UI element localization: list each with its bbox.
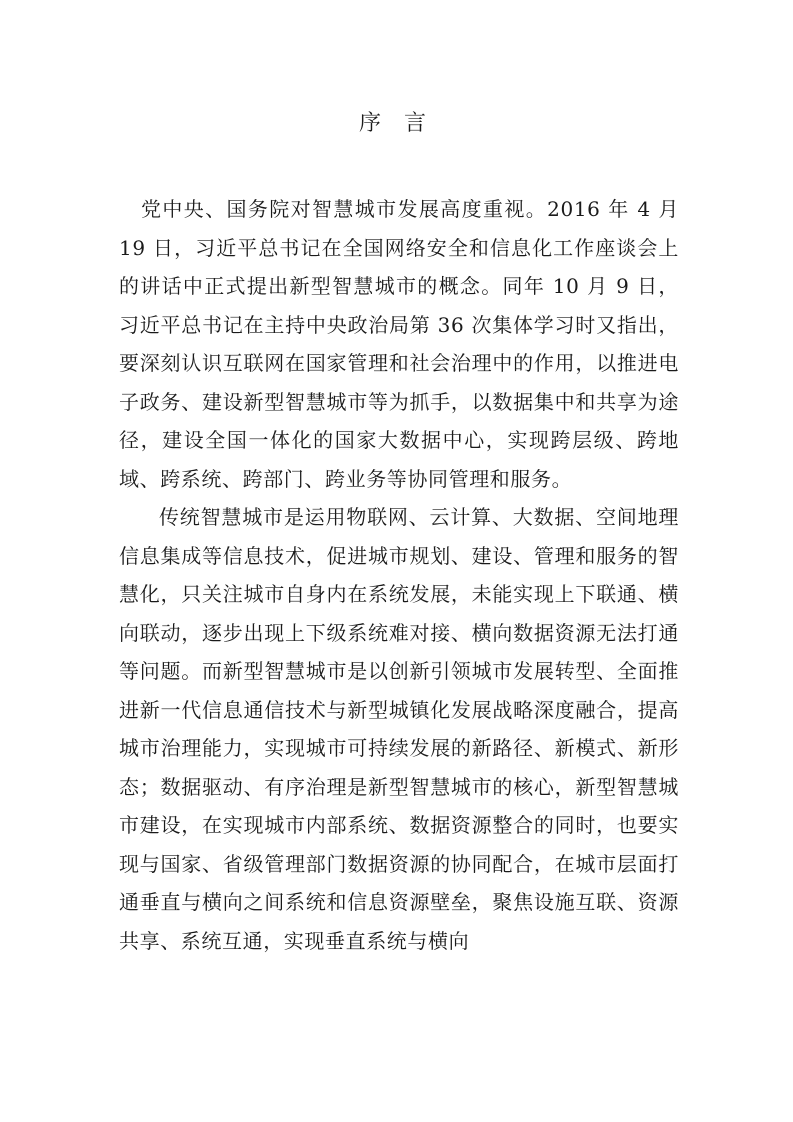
document-body — [119, 190, 679, 960]
page-title: 序 言 — [359, 111, 434, 136]
paragraph-2: 传统智慧城市是运用物联网、云计算、大数据、空间地理信息集成等信息技术，促进城市规划、建设、管理和服务的智慧化，只关注城市自身内在系统发展，未能实现上下联通、横向联动，逐步出现上下级系统难对接、横向数据资源无法打通等问题。而新型智慧城市是以创新引领城市发展转型、全面推进新一代信息通信技术与新型城镇化发展战略深度融合，提高城市治理能力，实现城市可持续发展的新路径、新模式、新形态；数据驱动、有序治理是新型智慧城市的核心，新型智慧城市建设，在实现城市内部系统、数据资源整合的同时，也要实现与国家、省级管理部门数据资源的协同配合，在城市层面打通垂直与横向之间系统和信息资源壁垒，聚焦设施互联、资源共享、系统互通，实现垂直系统与横向 — [119, 505, 679, 953]
paragraph-1: 党中央、国务院对智慧城市发展高度重视。2016 年 4 月 19 日，习近平总书记在全国网络安全和信息化工作座谈会上的讲话中正式提出新型智慧城市的概念。同年 10 月 9 日，习近平总书记在主持中央政治局第 36 次集体学习时又指出，要深刻认识互联网在国家管理和社会治理中的作用，以推进电子政务、建设新型智慧城市等为抓手，以数据集中和共享为途径，建设全国一体化的国家大数据中心，实现跨层级、跨地域、跨系统、跨部门、跨业务等协同管理和服务。 — [119, 197, 679, 491]
